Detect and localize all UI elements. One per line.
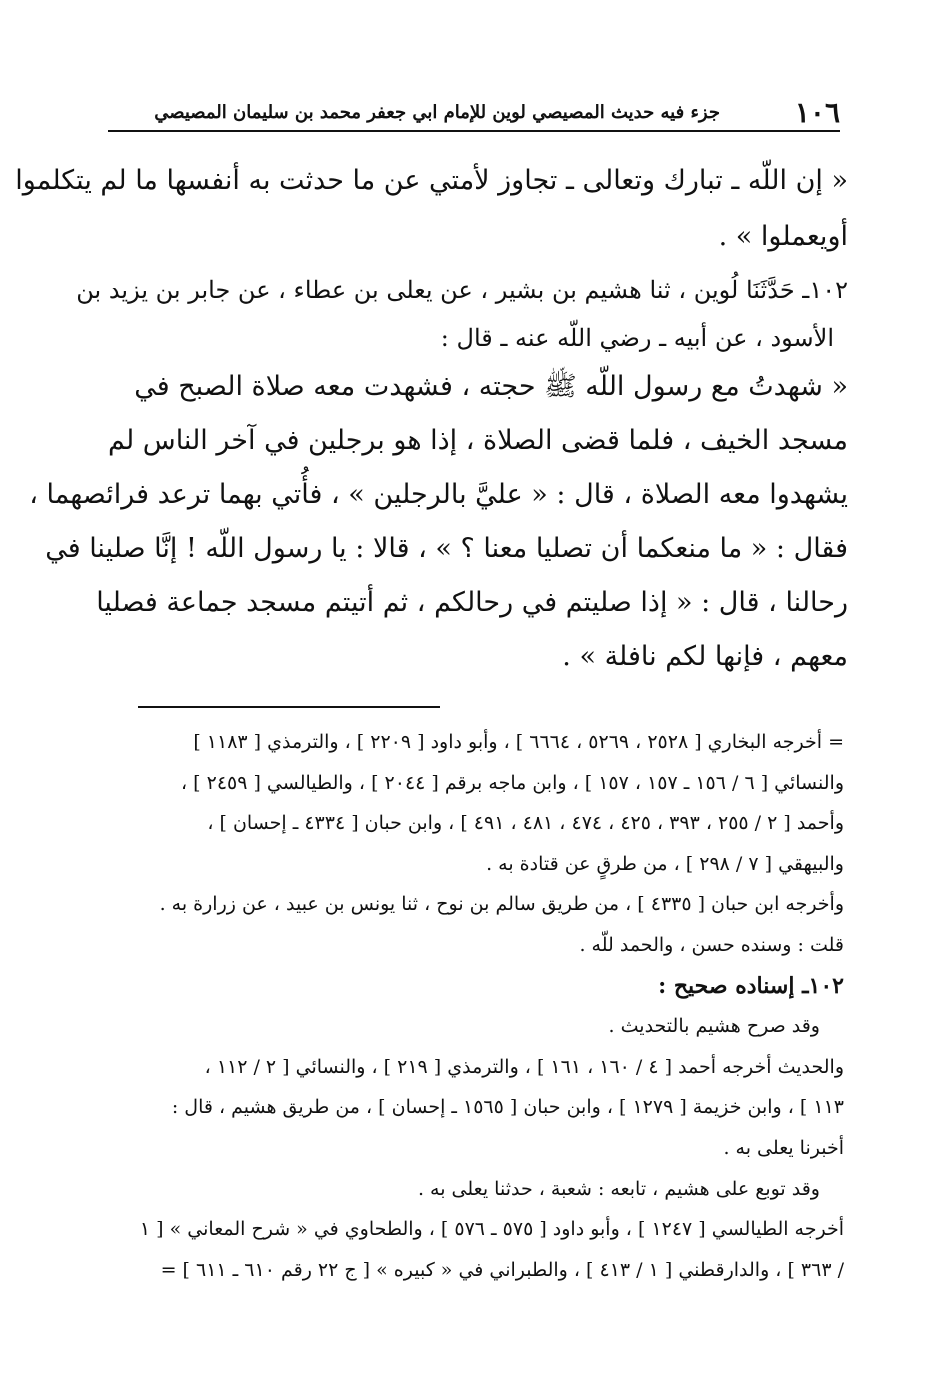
text-line: أويعملوا » .: [718, 221, 848, 252]
running-header: [108, 96, 840, 132]
footnote-line: أخرجه الطيالسي [ ١٢٤٧ ] ، وأبو داود [ ٥٧٥ ـ ٥٧٦ ] ، والطحاوي في « شرح المعاني » [ ١: [139, 1218, 844, 1241]
footnote-line: ١١٣ ] ، وابن خزيمة [ ١٢٧٩ ] ، وابن حبان [ ١٥٦٥ ـ إحسان ] ، من طريق هشيم ، قال :: [171, 1096, 844, 1119]
footnote-line: وقد توبع على هشيم ، تابعه : شعبة ، حدثنا يعلى به .: [417, 1177, 820, 1200]
footnote-line: وأحمد [ ٢ / ٢٥٥ ، ٣٩٣ ، ٤٢٥ ، ٤٧٤ ، ٤٨١ ، ٤٩١ ] ، وابن حبان [ ٤٣٣٤ ـ إحسان ] ،: [207, 812, 844, 835]
footnote-line: والحديث أخرجه أحمد [ ٤ / ١٦٠ ، ١٦١ ] ، والترمذي [ ٢١٩ ] ، والنسائي [ ٢ / ١١٢ ،: [204, 1055, 844, 1078]
text-line: « إن اللّه ـ تبارك وتعالى ـ تجاوز لأمتي عن ما حدثت به أنفسها ما لم يتكلموا: [15, 165, 848, 196]
hadith-heading-line: ١٠٢ـ حَدَّثَنَا لُوين ، ثنا هشيم بن بشير ، عن يعلى بن عطاء ، عن جابر بن يزيد بن: [76, 276, 848, 304]
footnote-line: = أخرجه البخاري [ ٢٥٢٨ ، ٥٢٦٩ ، ٦٦٦٤ ] ، وأبو داود [ ٢٢٠٩ ] ، والترمذي [ ١١٨٣ ]: [193, 731, 844, 753]
footnote-line: وقد صرح هشيم بالتحديث .: [608, 1015, 820, 1038]
footnote-line: أخبرنا يعلى به .: [723, 1136, 844, 1159]
footnote-divider: [138, 706, 440, 708]
text-line: فقال : « ما منعكما أن تصليا معنا ؟ » ، قالا : يا رسول اللّه ! إنَّا صلينا في: [45, 533, 848, 564]
footnotes: [100, 722, 844, 1290]
page-number: ١٠٦: [794, 96, 840, 129]
text-line: معهم ، فإنها لكم نافلة » .: [562, 641, 848, 672]
main-text: [15, 152, 848, 684]
text-line: رحالنا ، قال : « إذا صليتم في رحالكم ، ثم أتيتم مسجد جماعة فصليا: [96, 587, 848, 618]
footnote-line: والنسائي [ ٦ / ١٥٦ ـ ١٥٧ ، ١٥٧ ] ، وابن ماجه برقم [ ٢٠٤٤ ] ، والطيالسي [ ٢٤٥٩ ] ،: [180, 771, 844, 794]
footnote-line: وأخرجه ابن حبان [ ٤٣٣٥ ] ، من طريق سالم بن نوح ، ثنا يونس بن عبيد ، عن زرارة به .: [159, 893, 844, 916]
text-line: مسجد الخيف ، فلما قضى الصلاة ، إذا هو برجلين في آخر الناس لم: [107, 425, 848, 456]
text-line: يشهدوا معه الصلاة ، قال : « عليَّ بالرجلين » ، فأُتي بهما ترعد فرائصهما ،: [29, 479, 848, 510]
footnote-heading: ١٠٢ـ إسناده صحيح :: [658, 972, 844, 999]
footnote-line: والبيهقي [ ٧ / ٢٩٨ ] ، من طرقٍ عن قتادة به .: [486, 852, 844, 875]
text-line: « شهدتُ مع رسول اللّه ﷺ حجته ، فشهدت معه صلاة الصبح في: [134, 371, 848, 402]
footnote-line: / ٣٦٣ ] ، والدارقطني [ ١ / ٤١٣ ] ، والطبراني في « كبيره » [ ج ٢٢ رقم ٦١٠ ـ ٦١١ ] =: [160, 1258, 844, 1281]
hadith-heading-line: الأسود ، عن أبيه ـ رضي اللّه عنه ـ قال :: [440, 324, 834, 352]
footnote-line: قلت : وسنده حسن ، والحمد للّه .: [579, 933, 844, 956]
header-title: جزء فيه حديث المصيصي لوين للإمام ابي جعفر محمد بن سليمان المصيصي: [154, 102, 720, 123]
